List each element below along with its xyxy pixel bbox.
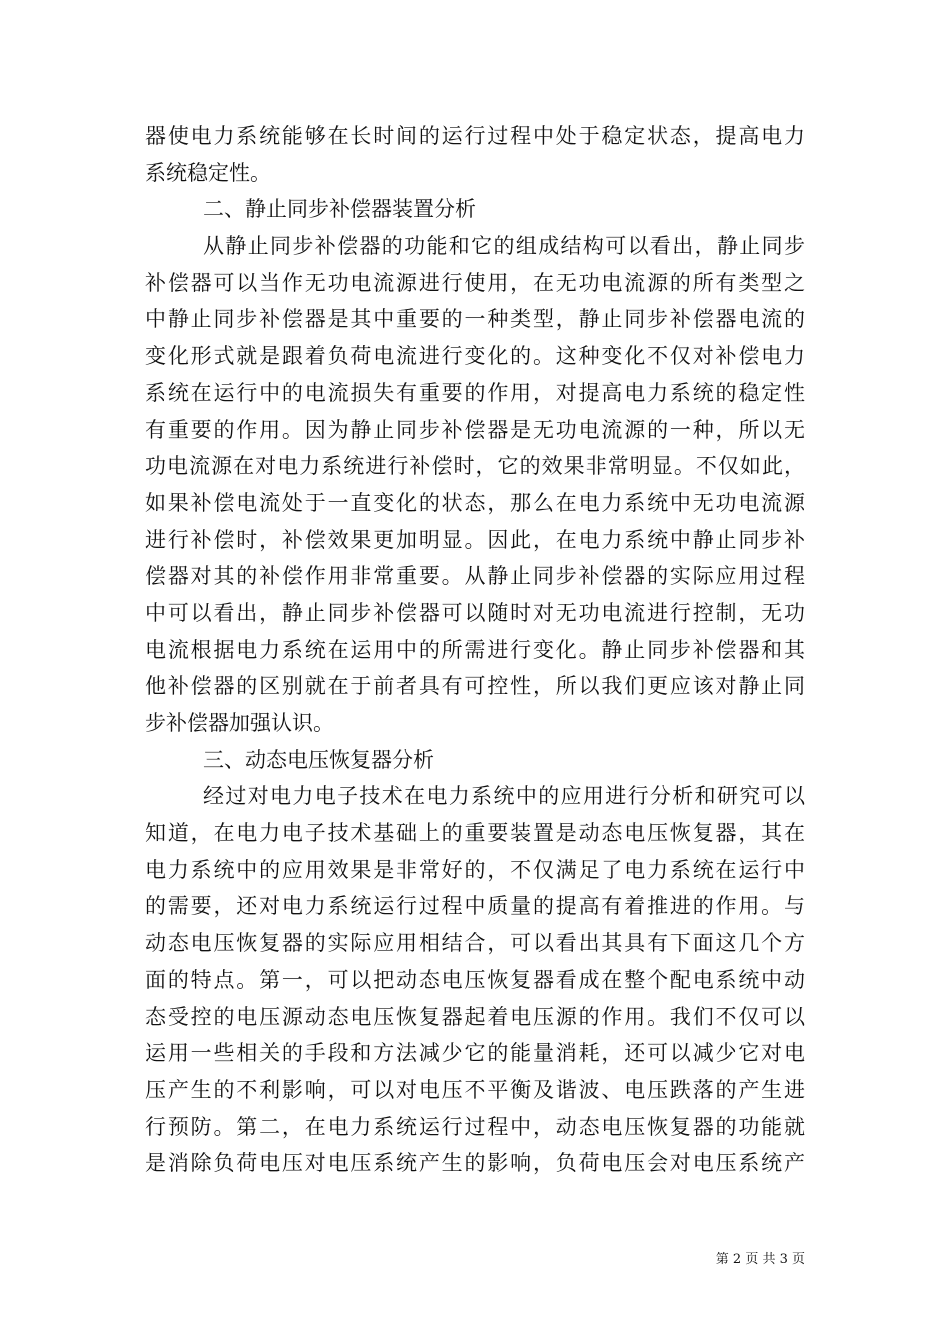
text-line: 如果补偿电流处于一直变化的状态，那么在电力系统中无功电流源	[145, 490, 805, 515]
text-line: 他补偿器的区别就在于前者具有可控性，所以我们更应该对静止同	[145, 674, 805, 699]
text-line: 系统在运行中的电流损失有重要的作用，对提高电力系统的稳定性	[145, 380, 805, 405]
text-line: 态受控的电压源动态电压恢复器起着电压源的作用。我们不仅可以	[145, 1004, 805, 1029]
text-line: 运用一些相关的手段和方法减少它的能量消耗，还可以减少它对电	[145, 1041, 805, 1066]
text-line: 是消除负荷电压对电压系统产生的影响，负荷电压会对电压系统产	[145, 1151, 805, 1176]
text-line: 进行补偿时，补偿效果更加明显。因此，在电力系统中静止同步补	[145, 527, 805, 552]
text-line: 功电流源在对电力系统进行补偿时，它的效果非常明显。不仅如此，	[145, 454, 805, 479]
text-line: 的需要，还对电力系统运行过程中质量的提高有着推进的作用。与	[145, 894, 805, 919]
document-body	[145, 118, 805, 1182]
text-line: 步补偿器加强认识。	[145, 711, 334, 735]
text-line: 补偿器可以当作无功电流源进行使用，在无功电流源的所有类型之	[145, 270, 805, 295]
text-line: 知道，在电力电子技术基础上的重要装置是动态电压恢复器，其在	[145, 821, 805, 846]
text-line: 电力系统中的应用效果是非常好的，不仅满足了电力系统在运行中	[145, 857, 805, 882]
text-line: 偿器对其的补偿作用非常重要。从静止同步补偿器的实际应用过程	[145, 564, 805, 589]
text-line: 系统稳定性。	[145, 160, 271, 185]
text-line: 有重要的作用。因为静止同步补偿器是无功电流源的一种，所以无	[145, 417, 805, 442]
text-line: 动态电压恢复器的实际应用相结合，可以看出其具有下面这几个方	[145, 931, 805, 956]
text-line: 变化形式就是跟着负荷电流进行变化的。这种变化不仅对补偿电力	[145, 344, 805, 369]
text-line: 压产生的不利影响，可以对电压不平衡及谐波、电压跌落的产生进	[145, 1077, 805, 1102]
text-line: 中可以看出，静止同步补偿器可以随时对无功电流进行控制，无功	[145, 600, 805, 625]
text-line: 中静止同步补偿器是其中重要的一种类型，静止同步补偿器电流的	[145, 307, 805, 332]
text-line: 经过对电力电子技术在电力系统中的应用进行分析和研究可以	[203, 784, 805, 809]
text-line: 行预防。第二，在电力系统运行过程中，动态电压恢复器的功能就	[145, 1114, 805, 1139]
page-number-footer: 第 2 页 共 3 页	[715, 1252, 805, 1267]
text-line: 电流根据电力系统在运用中的所需进行变化。静止同步补偿器和其	[145, 637, 805, 662]
section-heading: 二、静止同步补偿器装置分析	[203, 197, 476, 222]
text-line: 面的特点。第一，可以把动态电压恢复器看成在整个配电系统中动	[145, 967, 805, 992]
text-line: 器使电力系统能够在长时间的运行过程中处于稳定状态，提高电力	[145, 124, 805, 148]
section-heading: 三、动态电压恢复器分析	[203, 747, 434, 772]
text-line: 从静止同步补偿器的功能和它的组成结构可以看出，静止同步	[203, 234, 805, 259]
